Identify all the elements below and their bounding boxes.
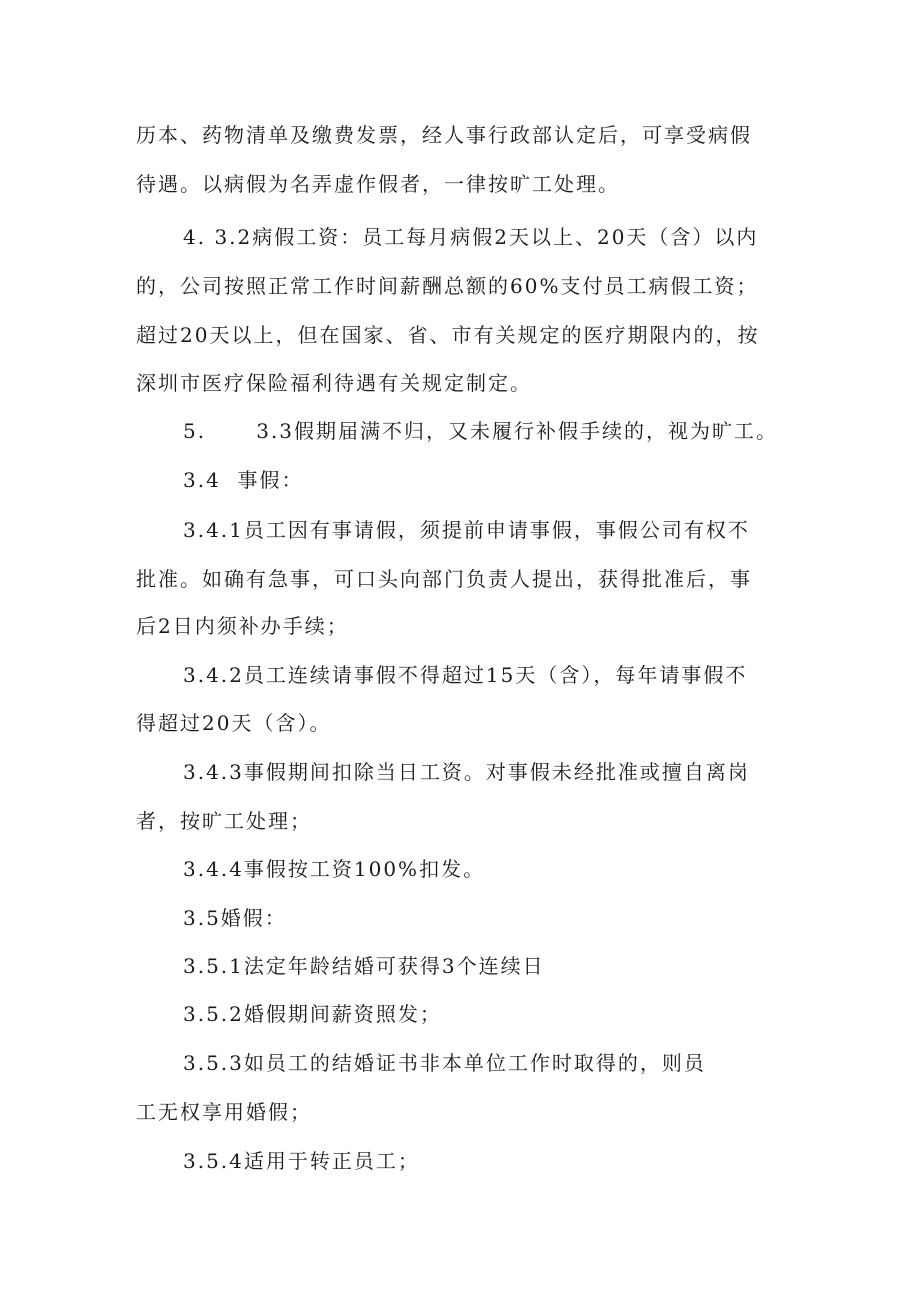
text-line: 历本、药物清单及缴费发票，经人事行政部认定后，可享受病假 <box>136 123 752 147</box>
section-heading: 3.4 事假： <box>183 468 304 492</box>
text-line: 3.5.4适用于转正员工； <box>183 1149 420 1173</box>
text-line: 超过20天以上，但在国家、省、市有关规定的医疗期限内的，按 <box>136 323 760 347</box>
text-line: 者，按旷工处理； <box>136 809 312 833</box>
text-line: 3.5.3如员工的结婚证书非本单位工作时取得的，则员 <box>183 1051 706 1075</box>
section-heading: 3.5婚假： <box>183 906 287 930</box>
text-line: 后2日内须补办手续； <box>136 614 349 638</box>
text-line: 4. 3.2病假工资：员工每月病假2天以上、20天（含）以内 <box>183 225 759 249</box>
text-line: 3.4.2员工连续请事假不得超过15天（含），每年请事假不 <box>183 663 748 687</box>
text-line: 深圳市医疗保险福利待遇有关规定制定。 <box>136 371 532 395</box>
text-line: 3.5.1法定年龄结婚可获得3个连续日 <box>183 954 545 978</box>
text-line: 批准。如确有急事，可口头向部门负责人提出，获得批准后，事 <box>136 567 752 591</box>
text-line: 3.4.3事假期间扣除当日工资。对事假未经批准或擅自离岗 <box>183 760 750 784</box>
text-line: 3.4.4事假按工资100%扣发。 <box>183 857 486 881</box>
text-line: 的，公司按照正常工作时间薪酬总额的60%支付员工病假工资； <box>136 274 759 298</box>
text-line: 待遇。以病假为名弄虚作假者，一律按旷工处理。 <box>136 172 620 196</box>
text-line: 工无权享用婚假； <box>136 1100 312 1124</box>
text-line: 5. 3.3假期届满不归，又未履行补假手续的，视为旷工。 <box>183 419 779 443</box>
text-line: 得超过20天（含）。 <box>136 711 332 735</box>
text-line: 3.5.2婚假期间薪资照发； <box>183 1002 442 1026</box>
text-line: 3.4.1员工因有事请假，须提前申请事假，事假公司有权不 <box>183 518 750 542</box>
